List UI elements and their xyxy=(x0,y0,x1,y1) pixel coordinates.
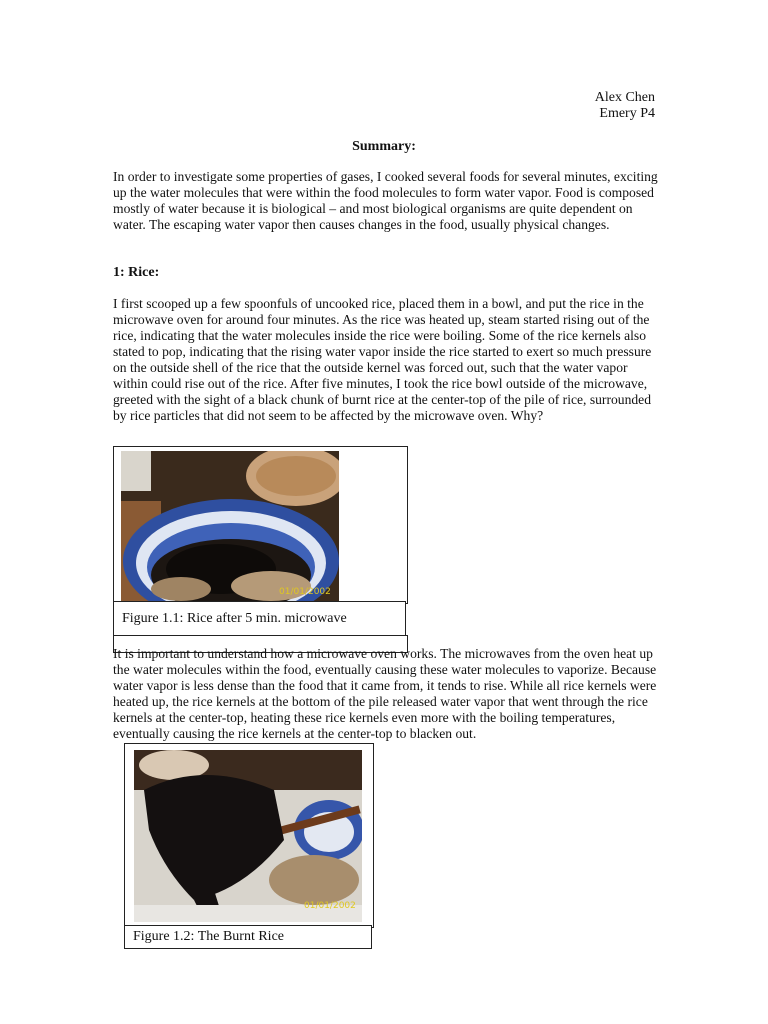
figure-1-1-date-stamp: 01/01/2002 xyxy=(279,587,331,597)
figure-1-2-photo xyxy=(134,750,362,922)
class-period: Emery P4 xyxy=(599,106,655,121)
explanation-paragraph: It is important to understand how a microwave oven works. The microwaves from the oven heat up the water molecules within the food, eventually causing these water molecules to vaporize. Because water vapor is less dense than the food that it came from, it tends to rise. While all rice kernels were heated up, the rice kernels at the bottom of the pile released water vapor that went through the rice kernels at the center-top, heating these rice kernels even more with the boiling temperatures, eventually causing the rice kernels at the center-top to blacken out. xyxy=(113,646,657,741)
author-block xyxy=(595,90,655,122)
author-name: Alex Chen xyxy=(594,90,655,105)
figure-1-2-date-stamp: 01/01/2002 xyxy=(304,901,356,911)
figure-1-1-frame xyxy=(113,446,408,604)
summary-title: Summary: xyxy=(352,139,416,154)
section-heading-rice: 1: Rice: xyxy=(113,265,160,280)
figure-1-1-photo xyxy=(121,451,339,601)
intro-paragraph: In order to investigate some properties of gases, I cooked several foods for several minutes, exciting up the water molecules that were within the food molecules to form water vapor. Food is composed mostly of water because it is biological – and most biological organisms are quite dependent on water. The escaping water vapor then causes changes in the food, usually physical changes. xyxy=(113,169,658,232)
rice-method-paragraph: I first scooped up a few spoonfuls of uncooked rice, placed them in a bowl, and put the rice in the microwave oven for around four minutes. As the rice was heated up, steam started rising out of the rice, indicating that the water molecules inside the rice were boiling. Some of the rice kernels also stated to pop, indicating that the rising water vapor inside the rice started to exert so much pressure on the outside shell of the rice that the outside kernel was forced out, such that the water vapor within could rise out of the rice. After five minutes, I took the rice bowl outside of the microwave, greeted with the sight of a black chunk of burnt rice at the center-top of the pile of rice, surrounded by rice particles that did not seem to be affected by the microwave oven. Why? xyxy=(113,296,652,423)
figure-1-2-caption: Figure 1.2: The Burnt Rice xyxy=(124,925,372,949)
figure-1-1-caption: Figure 1.1: Rice after 5 min. microwave xyxy=(113,601,406,636)
figure-1-2-frame xyxy=(124,743,374,928)
